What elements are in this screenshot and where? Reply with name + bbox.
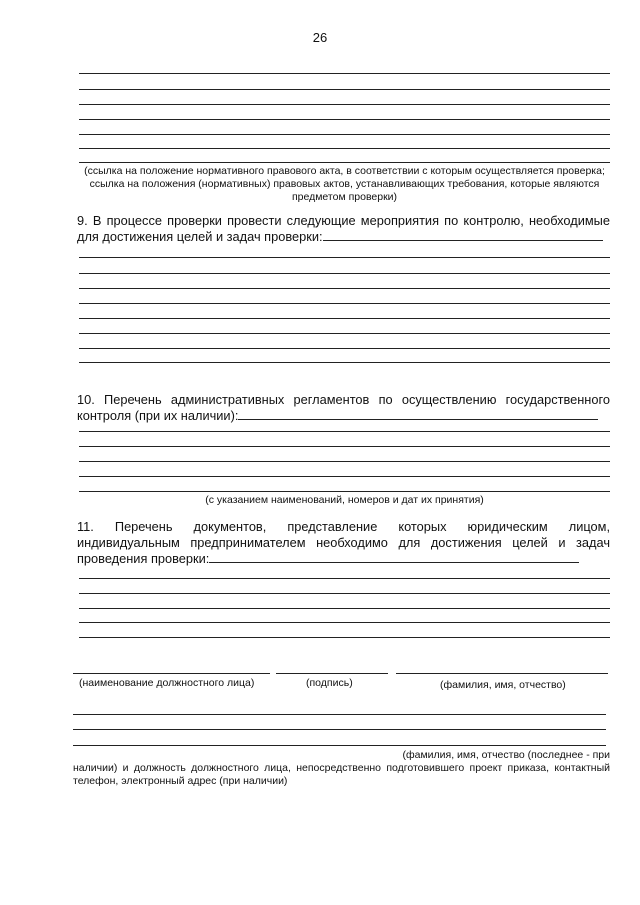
section-11-text: 11. Перечень документов, представление которых юридическим лицом, индивидуальным предпринимателем необходимо для достижения целей и задач проведения проверки: — [77, 519, 610, 566]
fill-line — [79, 257, 610, 258]
fill-line — [79, 89, 610, 90]
signature-line — [276, 673, 388, 674]
fill-line — [79, 348, 610, 349]
fill-line — [73, 714, 606, 715]
section-11-heading — [77, 519, 610, 567]
fill-line — [79, 162, 610, 163]
fill-line — [79, 148, 610, 149]
fill-line — [79, 446, 610, 447]
full-name-line — [396, 673, 608, 674]
fill-line — [79, 119, 610, 120]
section-8-caption: (ссылка на положение нормативного правового акта, в соответствии с которым осуществляется проверка; ссылка на положения (нормативных) правовых актов, устанавливающих требования, которые являются предметом проверки) — [84, 165, 605, 203]
fill-line — [79, 288, 610, 289]
section-9-text: 9. В процессе проверки провести следующие мероприятия по контролю, необходимые для достижения целей и задач проверки: — [77, 213, 610, 244]
fill-line — [79, 318, 610, 319]
page-number: 26 — [312, 30, 328, 45]
fill-line — [209, 552, 579, 563]
section-10-caption: (с указанием наименований, номеров и дат их принятия) — [205, 494, 484, 506]
fill-line — [79, 491, 610, 492]
fill-line — [79, 461, 610, 462]
fill-line — [79, 273, 610, 274]
preparer-caption-line1: (фамилия, имя, отчество (последнее - при — [402, 749, 610, 761]
fill-line — [79, 362, 610, 363]
fill-line — [79, 622, 610, 623]
signature-caption: (подпись) — [306, 677, 353, 689]
section-9-heading — [77, 213, 610, 245]
fill-line — [73, 729, 606, 730]
fill-line — [79, 134, 610, 135]
fill-line — [79, 303, 610, 304]
fill-line — [73, 745, 606, 746]
fill-line — [79, 608, 610, 609]
preparer-caption: наличии) и должность должностного лица, непосредственно подготовившего проект приказа, контактный телефон, электронный адрес (при наличии) — [73, 762, 610, 787]
fill-line — [79, 593, 610, 594]
fill-line — [79, 637, 610, 638]
position-line — [73, 673, 270, 674]
fill-line — [79, 578, 610, 579]
fill-line — [79, 104, 610, 105]
fill-line — [79, 476, 610, 477]
fill-line — [323, 230, 603, 241]
fill-line — [79, 431, 610, 432]
position-caption: (наименование должностного лица) — [79, 677, 255, 689]
fill-line — [238, 409, 598, 420]
fill-line — [79, 333, 610, 334]
section-10-heading — [77, 392, 610, 424]
full-name-caption: (фамилия, имя, отчество) — [440, 679, 566, 691]
fill-line — [79, 73, 610, 74]
section-10-text: 10. Перечень административных регламентов по осуществлению государственного контроля (при их наличии): — [77, 392, 610, 423]
